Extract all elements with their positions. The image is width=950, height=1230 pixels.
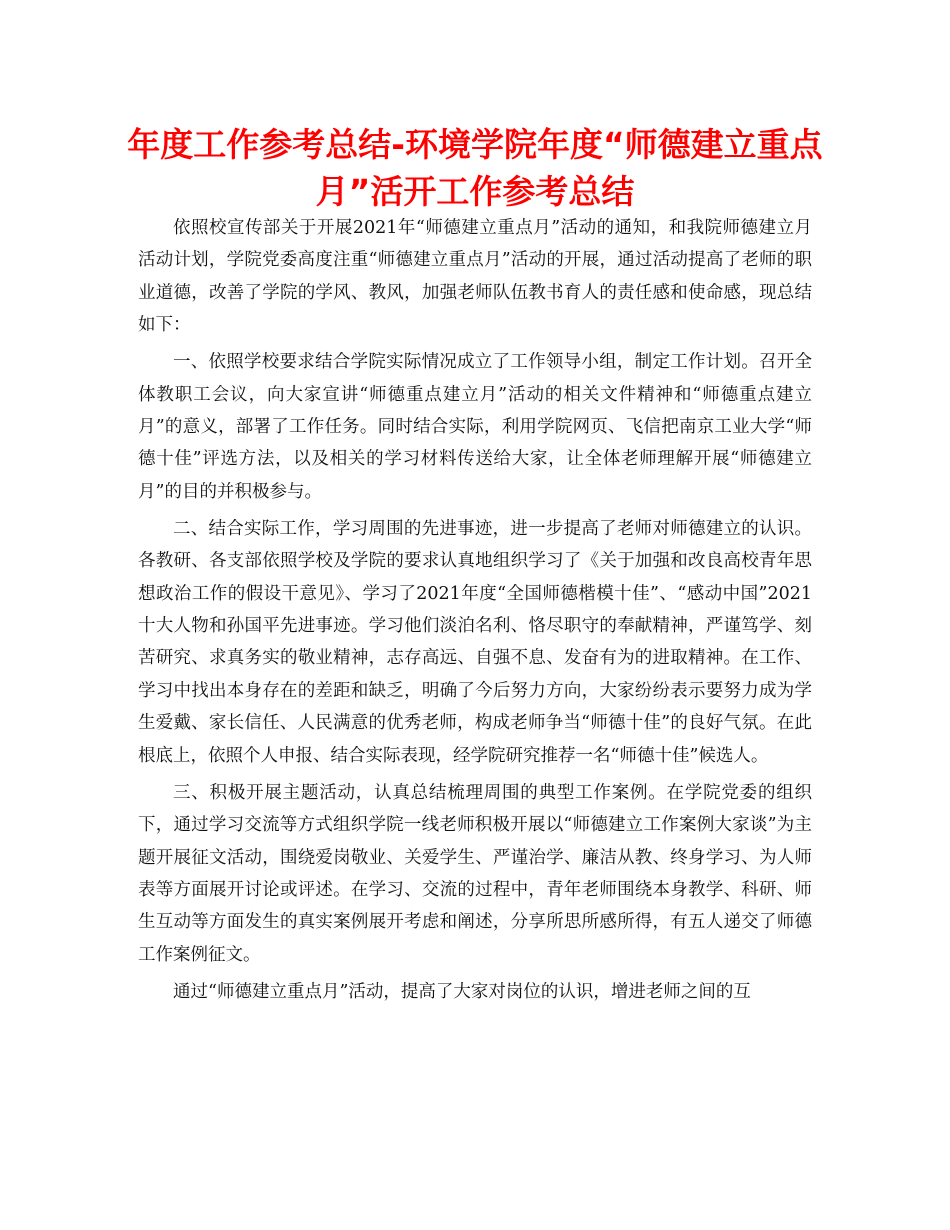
document-body [138, 212, 812, 1013]
paragraph-section-3: 三、积极开展主题活动，认真总结梳理周围的典型工作案例。在学院党委的组织下，通过学习交流等方式组织学院一线老师积极开展以“师德建立工作案例大家谈”为主题开展征文活动，围绕爱岗敬业、关爱学生、严谨治学、廉洁从教、终身学习、为人师表等方面展开讨论或评述。在学习、交流的过程中，青年老师围绕本身教学、科研、师生互动等方面发生的真实案例展开考虑和阐述，分享所思所感所得，有五人递交了师德工作案例征文。 [138, 782, 812, 965]
paragraph-section-2: 二、结合实际工作，学习周围的先进事迹，进一步提高了老师对师德建立的认识。各教研、各支部依照学校及学院的要求认真地组织学习了《关于加强和改良高校青年思想政治工作的假设干意见》、学习了2021年度“全国师德楷模十佳”、“感动中国”2021十大人物和孙国平先进事迹。学习他们淡泊名利、恪尽职守的奉献精神，严谨笃学、刻苦研究、求真务实的敬业精神，志存高远、自强不息、发奋有为的进取精神。在工作、学习中找出本身存在的差距和缺乏，明确了今后努力方向，大家纷纷表示要努力成为学生爱戴、家长信任、人民满意的优秀老师，构成老师争当“师德十佳”的良好气氛。在此根底上，依照个人申报、结合实际表现，经学院研究推荐一名“师德十佳”候选人。 [138, 518, 812, 766]
document-title: 年度工作参考总结-环境学院年度“师德建立重点月”活开工作参考总结 [127, 125, 823, 211]
paragraph-section-1: 一、依照学校要求结合学院实际情况成立了工作领导小组，制定工作计划。召开全体教职工会议，向大家宣讲“师德重点建立月”活动的相关文件精神和“师德重点建立月”的意义，部署了工作任务。同时结合实际，利用学院网页、飞信把南京工业大学“师德十佳”评选方法，以及相关的学习材料传送给大家，让全体老师理解开展“师德建立月”的目的并积极参与。 [138, 352, 812, 502]
paragraph-conclusion: 通过“师德建立重点月”活动，提高了大家对岗位的认识，增进老师之间的互 [173, 981, 751, 1002]
paragraph-intro: 依照校宣传部关于开展2021年“师德建立重点月”活动的通知，和我院师德建立月活动计划，学院党委高度注重“师德建立重点月”活动的开展，通过活动提高了老师的职业道德，改善了学院的学风、教风，加强老师队伍教书育人的责任感和使命感，现总结如下： [138, 218, 812, 336]
